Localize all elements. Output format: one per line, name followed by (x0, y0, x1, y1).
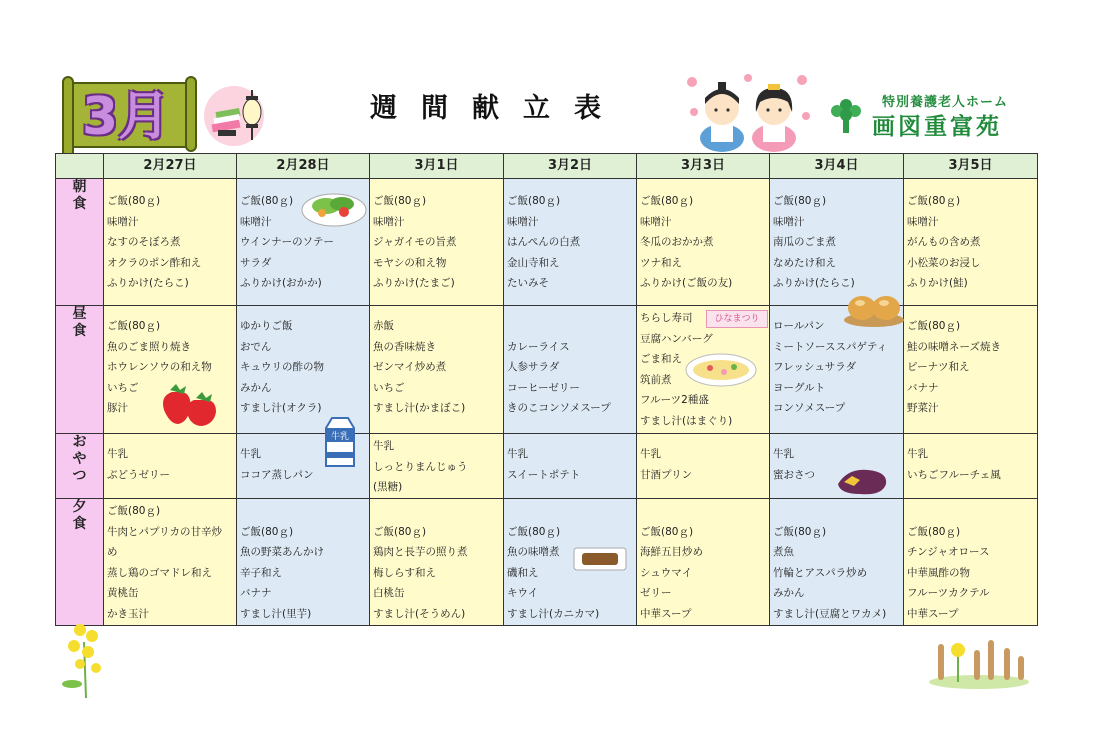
tree-logo-icon (828, 95, 864, 135)
menu-item: 蜜おさつ (773, 468, 815, 481)
dinner-row (56, 499, 1038, 626)
menu-item: ご飯(80ｇ) (640, 195, 694, 207)
menu-item: ジャガイモの旨煮 (373, 236, 457, 248)
menu-item: 味噌汁 (507, 215, 539, 228)
menu-item: ふりかけ(たらこ) (107, 277, 189, 289)
date-header: 3月3日 (637, 154, 770, 179)
menu-item: カレーライス (507, 340, 570, 353)
menu-item: ロールパン (773, 320, 825, 332)
meal-label-lunch: 昼食 (56, 306, 104, 434)
menu-cell (904, 179, 1038, 306)
menu-cell (237, 499, 370, 626)
menu-item: 小松菜のお浸し (907, 256, 981, 269)
menu-item: ゼンマイ炒め煮 (373, 361, 447, 373)
menu-item (240, 501, 369, 522)
menu-item: 煮魚 (773, 546, 794, 558)
menu-item: ご飯(80ｇ) (373, 195, 427, 207)
milk-carton-icon (322, 414, 358, 468)
menu-item: 辛子和え (240, 566, 282, 579)
menu-item: キュウリの酢の物 (240, 361, 324, 373)
menu-item: ふりかけ(おかか) (240, 277, 322, 289)
menu-item: ご飯(80ｇ) (507, 195, 561, 207)
menu-item: 魚のごま照り焼き (107, 340, 191, 353)
menu-item: 黄桃缶 (107, 587, 139, 599)
hinamatsuri-tag: ひなまつり (706, 310, 768, 328)
menu-item: なすのそぼろ煮 (107, 236, 181, 248)
menu-item: ご飯(80ｇ) (240, 525, 294, 538)
menu-item: 牛乳 (373, 440, 394, 452)
menu-item: ピーナツ和え (907, 361, 970, 373)
menu-cell (637, 499, 770, 626)
menu-item: 人参サラダ (507, 361, 560, 373)
menu-item: 牛肉とパプリカの甘辛炒 (107, 525, 222, 538)
strawberry-icon (158, 378, 220, 428)
menu-item: コンソメスープ (773, 402, 846, 414)
menu-item: スイートポテト (507, 468, 581, 481)
menu-item: キウイ (507, 587, 539, 599)
menu-item: 竹輪とアスパラ炒め (773, 566, 868, 579)
rapeseed-flower-icon (54, 612, 112, 698)
menu-item: オクラのポン酢和え (107, 256, 202, 269)
menu-item: フルーツカクテル (907, 587, 990, 599)
menu-item (773, 501, 903, 522)
menu-item: かき玉汁 (107, 607, 149, 620)
menu-item: め (107, 546, 118, 558)
menu-item: バナナ (240, 587, 272, 599)
scroll-roll-left (62, 76, 74, 158)
menu-item: 味噌汁 (107, 215, 139, 228)
meal-label-dinner: 夕食 (56, 499, 104, 626)
menu-item: ご飯(80ｇ) (107, 505, 161, 517)
menu-item: 磯和え (507, 566, 539, 579)
menu-item: 海鮮五目炒め (640, 546, 703, 558)
menu-item: ご飯(80ｇ) (107, 195, 161, 207)
menu-item: ふりかけ(たまご) (373, 277, 455, 289)
menu-item: ご飯(80ｇ) (907, 525, 961, 538)
menu-item: ウインナーのソテー (240, 236, 334, 248)
menu-cell (370, 434, 504, 499)
menu-item: 甘酒プリン (640, 468, 693, 481)
menu-cell (504, 434, 637, 499)
menu-item: 赤飯 (373, 320, 394, 332)
milk-label: 牛乳 (330, 432, 350, 442)
menu-item: ご飯(80ｇ) (107, 320, 161, 332)
menu-item: なめたけ和え (773, 256, 836, 269)
menu-item: ココア蒸しパン (240, 468, 314, 481)
menu-item: 豆腐ハンバーグ (640, 332, 713, 345)
date-header: 2月27日 (104, 154, 237, 179)
menu-item: ご飯(80ｇ) (907, 195, 961, 207)
menu-item: みかん (773, 587, 805, 599)
menu-item: はんぺんの白煮 (507, 236, 581, 248)
menu-item: ご飯(80ｇ) (640, 525, 694, 538)
menu-item: 味噌汁 (640, 215, 672, 228)
sweet-potato-icon (834, 462, 890, 498)
menu-item: 金山寺和え (507, 256, 560, 269)
menu-item: ちらし寿司 (640, 312, 693, 324)
date-header-row (56, 154, 1038, 179)
menu-cell (504, 306, 637, 434)
menu-item: 味噌汁 (773, 215, 805, 228)
menu-item: ぶどうゼリー (107, 468, 170, 481)
menu-item: すまし汁(そうめん) (373, 607, 466, 620)
menu-item (507, 501, 636, 522)
menu-item: ご飯(80ｇ) (907, 320, 961, 332)
menu-cell (770, 179, 904, 306)
menu-item: 梅しらす和え (373, 566, 436, 579)
menu-item: ふりかけ(鮭) (907, 277, 968, 289)
menu-item: すまし汁(里芋) (240, 607, 312, 620)
menu-cell (104, 499, 237, 626)
menu-item: フレッシュサラダ (773, 361, 857, 373)
menu-item: 中華風酢の物 (907, 566, 970, 579)
meal-label-breakfast: 朝食 (56, 179, 104, 306)
hina-dolls-icon (684, 72, 814, 152)
menu-item: すまし汁(かまぼこ) (373, 402, 466, 414)
date-header: 2月28日 (237, 154, 370, 179)
menu-item: しっとりまんじゅう (373, 460, 468, 473)
menu-item: ふりかけ(たらこ) (773, 277, 855, 289)
menu-item: すまし汁(豆腐とワカメ) (773, 607, 887, 620)
menu-item: ふりかけ(ご飯の友) (640, 277, 733, 289)
snack-row (56, 434, 1038, 499)
menu-cell (904, 306, 1038, 434)
date-header: 3月4日 (770, 154, 904, 179)
menu-item: すまし汁(カニカマ) (507, 607, 600, 620)
menu-item: ゆかりご飯 (240, 320, 293, 332)
date-header: 3月1日 (370, 154, 504, 179)
breakfast-row (56, 179, 1038, 306)
menu-item (907, 501, 1037, 522)
menu-item: ホウレンソウの和え物 (107, 361, 212, 373)
menu-item: ごま和え (640, 353, 682, 365)
menu-item: たいみそ (507, 277, 549, 289)
scroll-roll-right (185, 76, 197, 152)
hina-lantern-icon (200, 82, 272, 150)
menu-item: ご飯(80ｇ) (373, 525, 427, 538)
menu-item: ご飯(80ｇ) (773, 195, 827, 207)
menu-cell (104, 434, 237, 499)
grilled-fish-icon (572, 542, 628, 574)
menu-item: フルーツ2種盛 (640, 394, 709, 406)
menu-item: 中華スープ (907, 607, 959, 620)
menu-item: ツナ和え (640, 256, 682, 269)
salad-icon (300, 186, 368, 230)
menu-item: 味噌汁 (373, 215, 405, 228)
page-title: 週間献立表 (370, 93, 625, 124)
menu-item: シュウマイ (640, 566, 693, 579)
menu-item: (黒糖) (373, 481, 403, 493)
menu-item: 魚の香味焼き (373, 340, 436, 353)
menu-item: 牛乳 (907, 448, 928, 460)
menu-item: いちご (107, 381, 139, 394)
menu-item: 白桃缶 (373, 587, 405, 599)
menu-item: 鮭の味噌ネーズ焼き (907, 340, 1001, 353)
menu-item: チンジャオロース (907, 546, 990, 558)
menu-item: ご飯(80ｇ) (240, 195, 294, 207)
org-name: 画図重富苑 (872, 113, 1002, 140)
menu-cell (904, 434, 1038, 499)
menu-item (373, 501, 503, 522)
date-header: 3月5日 (904, 154, 1038, 179)
menu-item: 牛乳 (240, 448, 261, 460)
menu-item (640, 501, 769, 522)
menu-item: ヨーグルト (773, 381, 826, 394)
meal-label-snack: おやつ (56, 434, 104, 499)
org-subtitle: 特別養護老人ホーム (882, 95, 1009, 110)
menu-item: 魚の野菜あんかけ (240, 546, 324, 558)
menu-item: おでん (240, 340, 272, 353)
menu-item: 牛乳 (773, 448, 794, 460)
date-header: 3月2日 (504, 154, 637, 179)
menu-item: バナナ (907, 381, 939, 394)
menu-cell (370, 306, 504, 434)
month-label: 3月 (82, 87, 171, 147)
menu-item: コーヒーゼリー (507, 381, 580, 394)
menu-item: がんもの含め煮 (907, 236, 981, 248)
menu-item: 牛乳 (507, 448, 528, 460)
menu-item: いちごフルーチェ風 (907, 468, 1001, 481)
menu-cell (637, 434, 770, 499)
header-corner (56, 154, 104, 179)
menu-item: いちご (373, 381, 405, 394)
menu-item: すまし汁(オクラ) (240, 402, 322, 414)
menu-item: きのこコンソメスープ (507, 402, 611, 414)
menu-item: みかん (240, 381, 272, 394)
menu-item: 魚の味噌煮 (507, 546, 560, 558)
menu-item: ご飯(80ｇ) (773, 525, 827, 538)
menu-item: 筑前煮 (640, 373, 672, 386)
menu-item: ゼリー (640, 587, 672, 599)
menu-item: 牛乳 (107, 448, 128, 460)
menu-cell (504, 179, 637, 306)
menu-item: ミートソーススパゲティ (773, 340, 888, 353)
menu-item: ご飯(80ｇ) (507, 525, 561, 538)
menu-cell (370, 499, 504, 626)
menu-cell (770, 499, 904, 626)
tsukushi-dandelion-icon (926, 626, 1032, 690)
menu-cell (104, 179, 237, 306)
menu-item: 豚汁 (107, 402, 128, 414)
menu-item (507, 316, 636, 337)
menu-item: 野菜汁 (907, 402, 939, 414)
menu-item: 鶏肉と長芋の照り煮 (373, 546, 468, 558)
menu-item: 味噌汁 (907, 215, 939, 228)
chirashi-sushi-icon (684, 352, 758, 388)
menu-item: 中華スープ (640, 607, 692, 620)
month-banner (62, 76, 197, 158)
bread-icon (842, 290, 906, 328)
menu-cell (637, 179, 770, 306)
menu-item: 南瓜のごま煮 (773, 236, 836, 248)
menu-item: すまし汁(はまぐり) (640, 414, 733, 427)
menu-item: 牛乳 (640, 448, 661, 460)
menu-item: 蒸し鶏のゴマドレ和え (107, 566, 212, 579)
menu-item: サラダ (240, 256, 272, 269)
menu-cell (370, 179, 504, 306)
menu-item: 味噌汁 (240, 215, 272, 228)
menu-cell (904, 499, 1038, 626)
menu-item: モヤシの和え物 (373, 256, 447, 269)
menu-item: 冬瓜のおかか煮 (640, 236, 714, 248)
